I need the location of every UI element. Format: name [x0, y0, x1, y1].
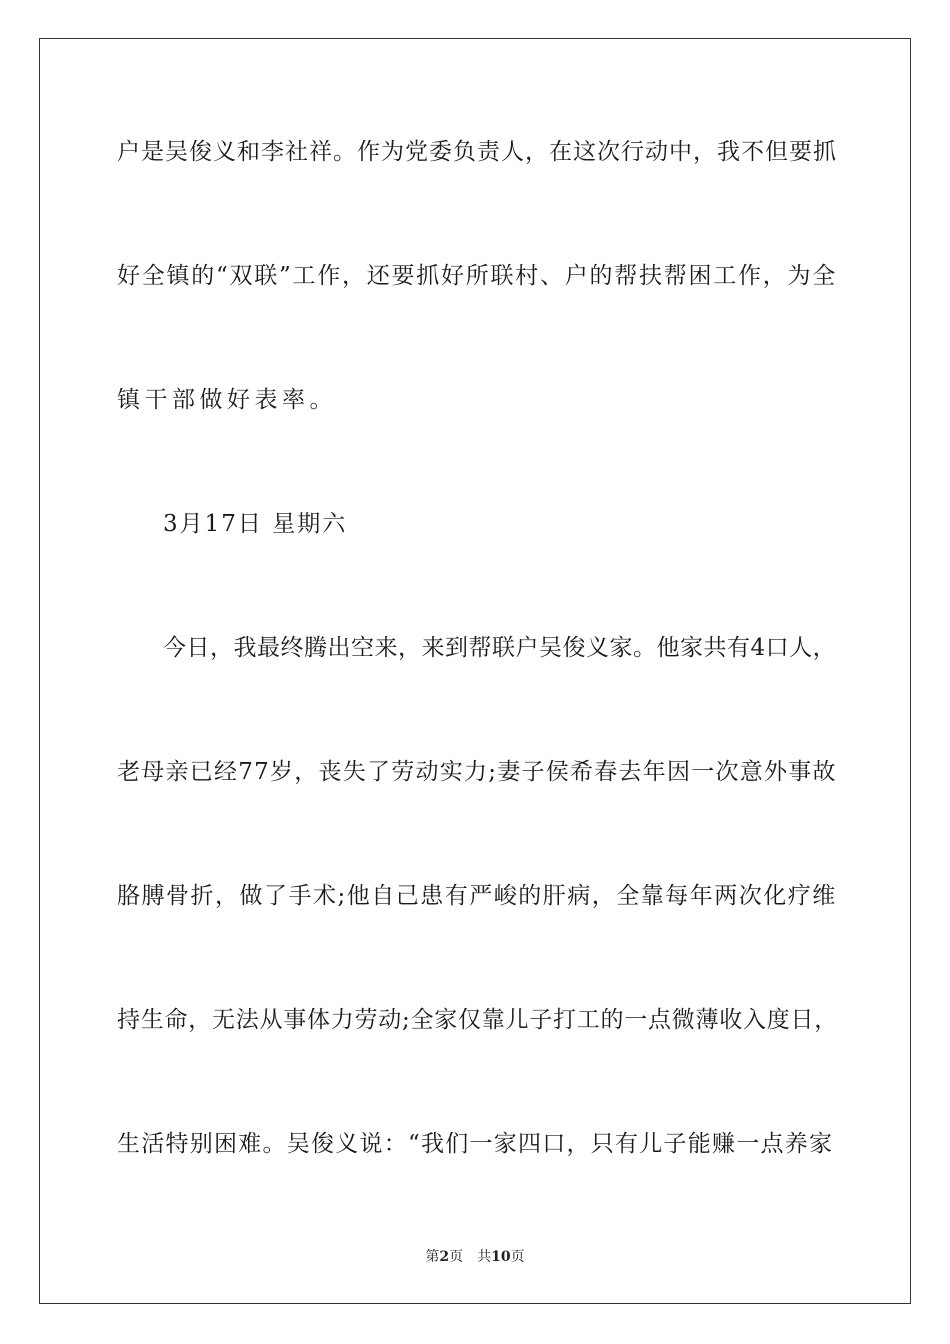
footer-total-suffix: 页 [510, 1249, 525, 1265]
body-line-2: 好全镇的“双联”工作，还要抓好所联村、户的帮扶帮困工作，为全 [117, 263, 838, 289]
body-line-3: 镇干部做好表率。 [117, 387, 337, 413]
page-border [39, 38, 911, 1304]
body-line-5: 今日，我最终腾出空来，来到帮联户吴俊义家。他家共有4口人， [163, 635, 837, 661]
body-line-8: 持生命，无法从事体力劳动;全家仅靠儿子打工的一点微薄收入度日， [117, 1007, 838, 1033]
body-line-9: 生活特别困难。吴俊义说：“我们一家四口，只有儿子能赚一点养家 [117, 1131, 834, 1157]
footer-total-pages: 10 [491, 1249, 511, 1265]
footer-page-prefix: 第 [425, 1249, 440, 1265]
body-line-6: 老母亲已经77岁，丧失了劳动实力;妻子侯希春去年因一次意外事故 [117, 759, 837, 785]
page-footer [0, 1248, 950, 1266]
footer-page-number: 2 [439, 1249, 450, 1265]
body-line-1: 户是吴俊义和李社祥。作为党委负责人，在这次行动中，我不但要抓 [117, 139, 837, 165]
footer-page-suffix: 页 [449, 1249, 464, 1265]
date-heading: 3月17日 星期六 [163, 511, 348, 537]
body-line-7: 胳膊骨折，做了手术;他自己患有严峻的肝病，全靠每年两次化疗维 [117, 883, 837, 909]
footer-total-prefix: 共 [477, 1249, 492, 1265]
